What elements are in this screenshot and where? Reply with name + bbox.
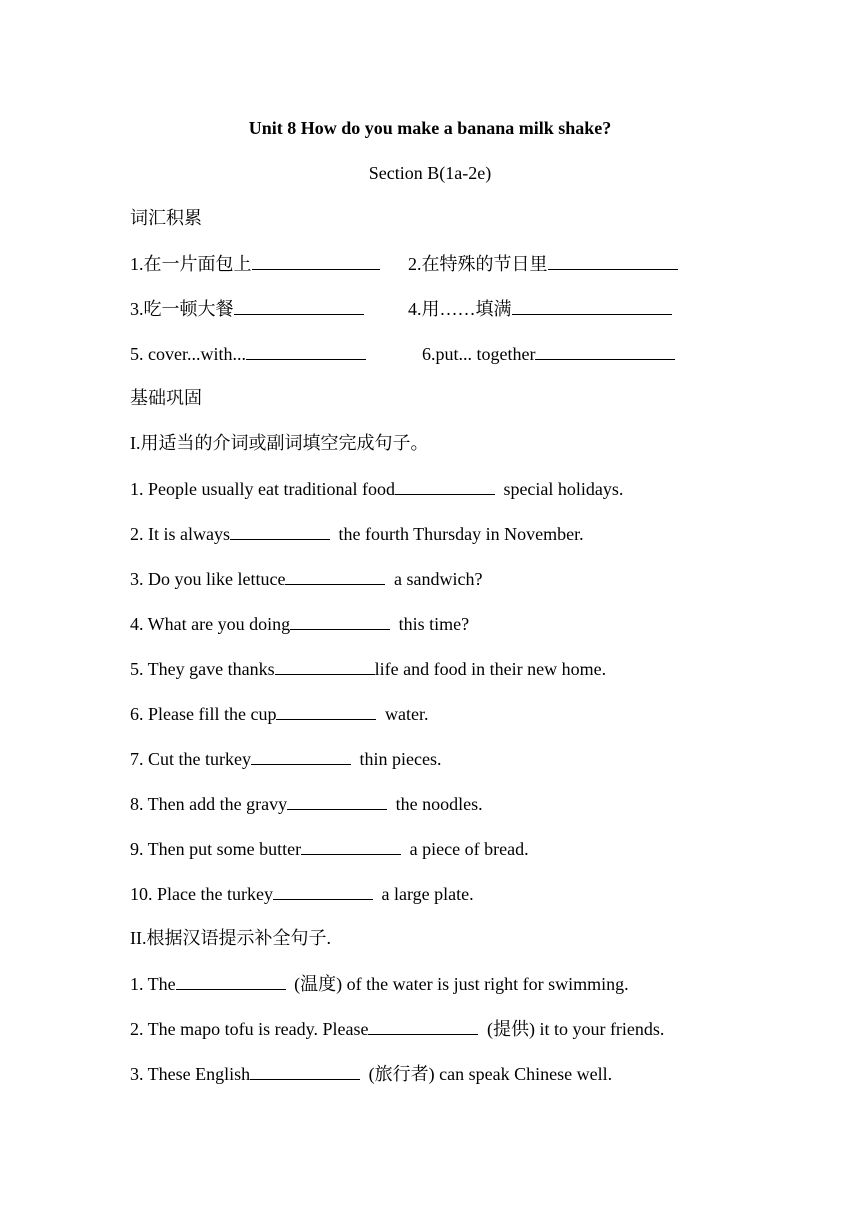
- answer-blank[interactable]: [290, 612, 390, 630]
- answer-blank[interactable]: [246, 342, 366, 360]
- hint-item-1: 1. The (温度) of the water is just right for swimming.: [130, 974, 629, 994]
- exercise-item-9: 9. Then put some butter a piece of bread.: [130, 839, 529, 859]
- vocab-item-5: 5. cover...with...: [130, 342, 370, 365]
- answer-blank[interactable]: [251, 747, 351, 765]
- answer-blank[interactable]: [301, 837, 401, 855]
- answer-blank[interactable]: [285, 567, 385, 585]
- vocab-item-2: 2.在特殊的节日里: [408, 252, 682, 275]
- part1-instruction: I.用适当的介词或副词填空完成句子。: [130, 433, 429, 453]
- exercise-item-2: 2. It is always the fourth Thursday in November.: [130, 524, 584, 544]
- answer-blank[interactable]: [287, 792, 387, 810]
- vocab-item-1: 1.在一片面包上: [130, 252, 384, 275]
- hint-item-3: 3. These English (旅行者) can speak Chinese well.: [130, 1064, 613, 1084]
- answer-blank[interactable]: [230, 522, 330, 540]
- vocab-item-4: 4.用……填满: [408, 297, 676, 320]
- answer-blank[interactable]: [250, 1062, 360, 1080]
- exercise-item-10: 10. Place the turkey a large plate.: [130, 884, 474, 904]
- exercise-item-4: 4. What are you doing this time?: [130, 614, 470, 634]
- vocab-heading: 词汇积累: [130, 208, 202, 228]
- hint-item-2: 2. The mapo tofu is ready. Please (提供) it to your friends.: [130, 1019, 665, 1039]
- exercise-item-1: 1. People usually eat traditional food special holidays.: [130, 479, 624, 499]
- exercise-item-8: 8. Then add the gravy the noodles.: [130, 794, 483, 814]
- answer-blank[interactable]: [252, 252, 380, 270]
- answer-blank[interactable]: [395, 477, 495, 495]
- section-subtitle: Section B(1a-2e): [368, 163, 492, 183]
- page-title: Unit 8 How do you make a banana milk shake?: [248, 118, 612, 138]
- answer-blank[interactable]: [273, 882, 373, 900]
- answer-blank[interactable]: [234, 297, 364, 315]
- exercise-item-7: 7. Cut the turkey thin pieces.: [130, 749, 442, 769]
- answer-blank[interactable]: [276, 702, 376, 720]
- basics-heading: 基础巩固: [130, 388, 202, 408]
- exercise-item-6: 6. Please fill the cup water.: [130, 704, 429, 724]
- answer-blank[interactable]: [176, 972, 286, 990]
- part2-instruction: II.根据汉语提示补全句子.: [130, 928, 331, 948]
- answer-blank[interactable]: [368, 1017, 478, 1035]
- exercise-item-3: 3. Do you like lettuce a sandwich?: [130, 569, 483, 589]
- vocab-item-3: 3.吃一顿大餐: [130, 297, 368, 320]
- vocab-item-6: 6.put... together: [422, 342, 679, 365]
- answer-blank[interactable]: [275, 657, 375, 675]
- exercise-item-5: 5. They gave thanks life and food in their new home.: [130, 659, 607, 679]
- answer-blank[interactable]: [512, 297, 672, 315]
- answer-blank[interactable]: [548, 252, 678, 270]
- answer-blank[interactable]: [535, 342, 675, 360]
